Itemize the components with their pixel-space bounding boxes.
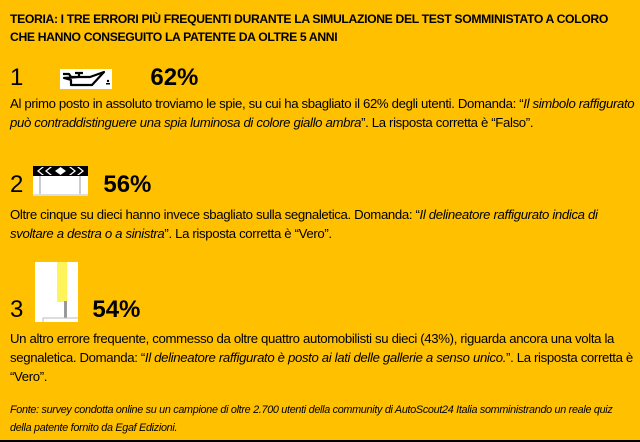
- question-text: Il delineatore raffigurato è posto ai lati delle gallerie a senso unico.: [144, 350, 507, 365]
- curve-delineator-sign-icon: [33, 166, 88, 196]
- rank-row-2: [10, 166, 151, 197]
- rank-number: 3: [10, 296, 24, 323]
- tunnel-delineator-post-icon: [35, 262, 78, 322]
- percentage: 56%: [103, 171, 152, 198]
- rank-number: 1: [10, 64, 24, 91]
- item-2-description: Oltre cinque su dieci hanno invece sbagliato sulla segnaletica. Domanda: “Il delineatore raffigurato indica di svoltare a destra o a sinistra”. La risposta corretta è “Vero”.: [10, 207, 598, 241]
- item-3-description: Un altro errore frequente, commesso da oltre quattro automobilisti su dieci (43%), riguarda ancora una volta la segnaletica. Domanda: “Il delineatore raffigurato è posto ai lati delle gallerie a senso unico.”. La risposta corretta è “Vero”.: [10, 331, 633, 384]
- percentage: 62%: [150, 64, 199, 91]
- rank-row-3: [10, 262, 140, 322]
- oil-can-warning-light-icon: [60, 69, 112, 89]
- percentage: 54%: [92, 296, 141, 323]
- rank-number: 2: [10, 171, 24, 198]
- item-1-description: Al primo posto in assoluto troviamo le spie, su cui ha sbagliato il 62% degli utenti. Domanda: “Il simbolo raffigurato può contraddistinguere una spia luminosa di colore giallo ambra”. La risposta corretta è “Falso”.: [10, 96, 635, 130]
- source-note: Fonte: survey condotta online su un campione di oltre 2.700 utenti della community di AutoScout24 Italia somministrando un reale quiz della patente fornito da Egaf Edizioni.: [10, 404, 613, 434]
- page-title: TEORIA: I TRE ERRORI PIÙ FREQUENTI DURANTE LA SIMULAZIONE DEL TEST SOMMINISTATO A COLORO CHE HANNO CONSEGUITO LA PATENTE DA OLTRE 5 ANNI: [10, 12, 608, 44]
- question-text: Il simbolo raffigurato può contraddistinguere una spia luminosa di colore giallo ambra: [10, 96, 635, 130]
- question-text: Il delineatore raffigurato indica di svoltare a destra o a sinistra: [10, 207, 598, 241]
- rank-row-1: [10, 66, 198, 90]
